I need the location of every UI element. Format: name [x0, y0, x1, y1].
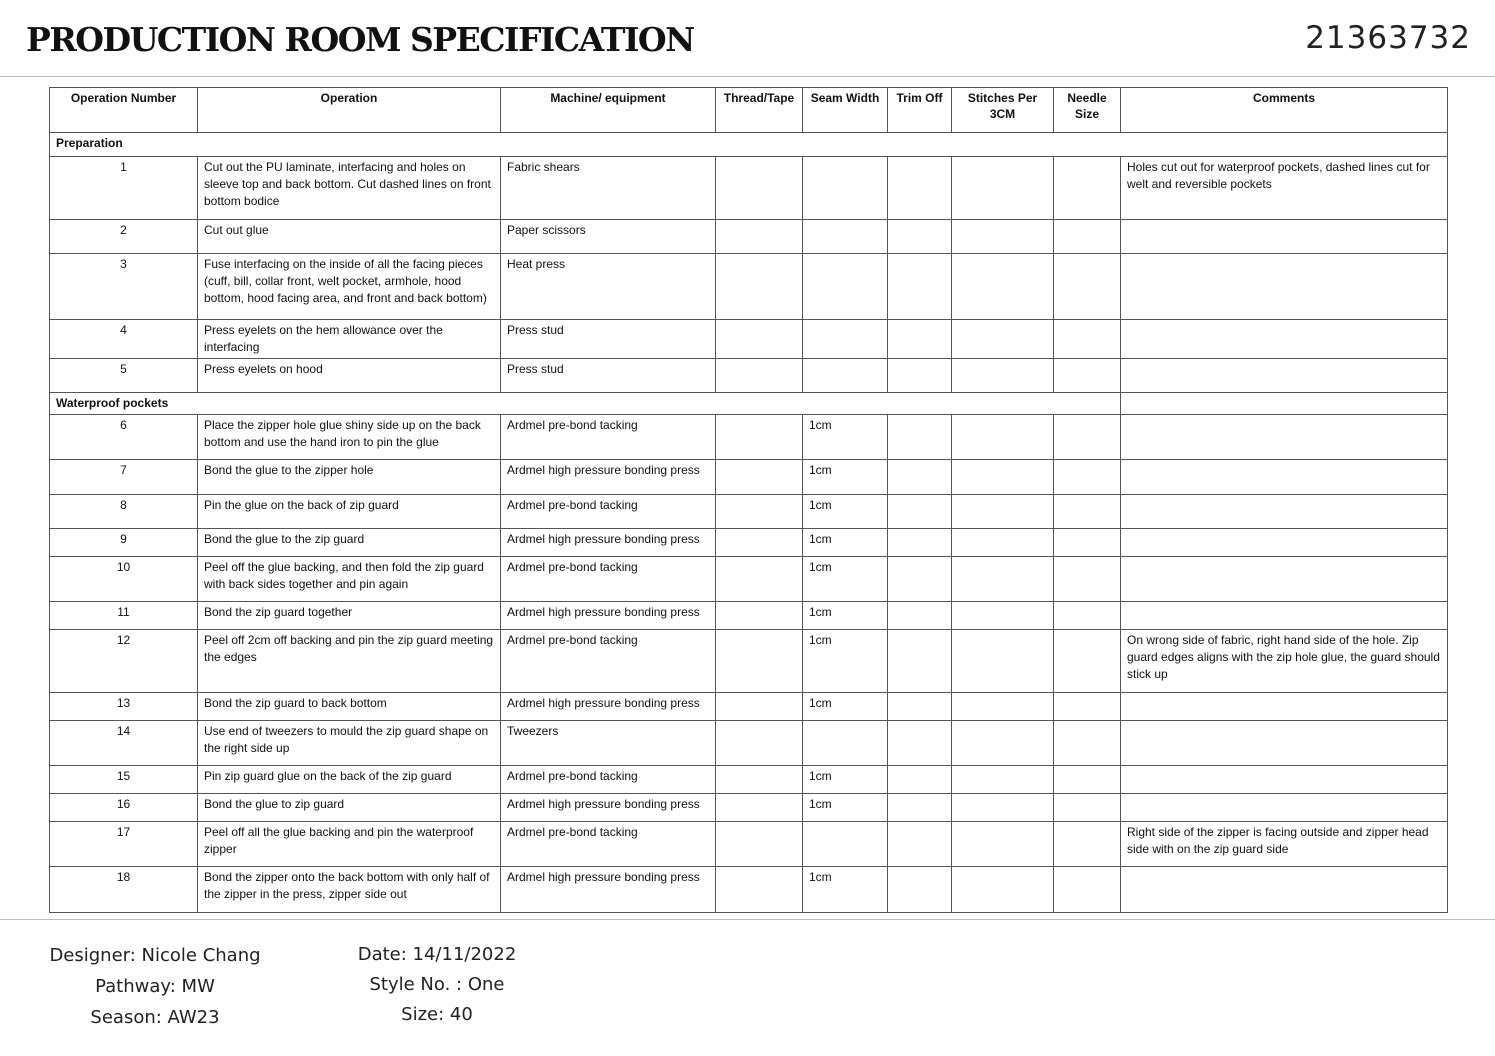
cell-needle-size — [1054, 495, 1121, 529]
cell-operation-number: 16 — [50, 794, 198, 822]
season: Season: AW23 — [90, 1007, 220, 1028]
cell-operation: Place the zipper hole glue shiny side up on the back bottom and use the hand iron to pin the glue — [198, 415, 501, 460]
cell-thread-tape — [716, 766, 803, 794]
cell-needle-size — [1054, 794, 1121, 822]
cell-seam-width: 1cm — [803, 693, 888, 721]
cell-operation: Bond the zip guard to back bottom — [198, 693, 501, 721]
cell-thread-tape — [716, 359, 803, 393]
cell-seam-width: 1cm — [803, 529, 888, 557]
table-row — [50, 495, 1448, 529]
cell-comments — [1121, 415, 1448, 460]
table-row — [50, 320, 1448, 359]
cell-comments — [1121, 557, 1448, 602]
cell-trim-off — [888, 557, 952, 602]
column-header-operation: Operation — [198, 88, 501, 133]
cell-comments — [1121, 766, 1448, 794]
table-row — [50, 766, 1448, 794]
cell-machine: Ardmel pre-bond tacking — [501, 495, 716, 529]
section-title: Waterproof pockets — [50, 393, 1121, 415]
cell-operation-number: 8 — [50, 495, 198, 529]
cell-comments — [1121, 867, 1448, 913]
cell-seam-width: 1cm — [803, 602, 888, 630]
table-row — [50, 867, 1448, 913]
section-title: Preparation — [50, 133, 1448, 157]
column-header-thread-tape: Thread/Tape — [716, 88, 803, 133]
cell-trim-off — [888, 529, 952, 557]
cell-seam-width: 1cm — [803, 460, 888, 495]
cell-stitches — [952, 721, 1054, 766]
cell-needle-size — [1054, 320, 1121, 359]
cell-operation-number: 13 — [50, 693, 198, 721]
cell-operation-number: 7 — [50, 460, 198, 495]
cell-comments: On wrong side of fabric, right hand side of the hole. Zip guard edges aligns with the zip hole glue, the guard should stick up — [1121, 630, 1448, 693]
cell-operation-number: 15 — [50, 766, 198, 794]
cell-trim-off — [888, 721, 952, 766]
cell-comments: Holes cut out for waterproof pockets, dashed lines cut for welt and reversible pockets — [1121, 157, 1448, 220]
cell-seam-width — [803, 822, 888, 867]
cell-machine: Ardmel high pressure bonding press — [501, 602, 716, 630]
cell-machine: Ardmel high pressure bonding press — [501, 867, 716, 913]
cell-needle-size — [1054, 766, 1121, 794]
cell-needle-size — [1054, 867, 1121, 913]
cell-seam-width — [803, 220, 888, 254]
cell-operation: Peel off the glue backing, and then fold the zip guard with back sides together and pin again — [198, 557, 501, 602]
cell-operation: Bond the zipper onto the back bottom with only half of the zipper in the press, zipper side out — [198, 867, 501, 913]
cell-seam-width: 1cm — [803, 766, 888, 794]
cell-needle-size — [1054, 415, 1121, 460]
document-title: PRODUCTION ROOM SPECIFICATION — [26, 20, 694, 59]
table-row — [50, 529, 1448, 557]
column-header-needle-size: Needle Size — [1054, 88, 1121, 133]
cell-stitches — [952, 415, 1054, 460]
cell-seam-width — [803, 721, 888, 766]
cell-stitches — [952, 766, 1054, 794]
cell-needle-size — [1054, 557, 1121, 602]
cell-operation: Cut out the PU laminate, interfacing and holes on sleeve top and back bottom. Cut dashed lines on front bottom bodice — [198, 157, 501, 220]
cell-trim-off — [888, 220, 952, 254]
section-comments-cell — [1121, 393, 1448, 415]
style-info — [337, 940, 537, 1030]
cell-operation-number: 12 — [50, 630, 198, 693]
cell-thread-tape — [716, 693, 803, 721]
cell-operation: Bond the zip guard together — [198, 602, 501, 630]
table-row — [50, 822, 1448, 867]
cell-machine: Fabric shears — [501, 157, 716, 220]
cell-thread-tape — [716, 220, 803, 254]
cell-machine: Press stud — [501, 359, 716, 393]
cell-trim-off — [888, 630, 952, 693]
cell-trim-off — [888, 460, 952, 495]
cell-needle-size — [1054, 254, 1121, 320]
footer-divider — [0, 919, 1495, 920]
cell-comments — [1121, 693, 1448, 721]
cell-thread-tape — [716, 602, 803, 630]
column-header-machine: Machine/ equipment — [501, 88, 716, 133]
cell-trim-off — [888, 794, 952, 822]
cell-seam-width — [803, 359, 888, 393]
operations-table — [49, 87, 1448, 913]
cell-trim-off — [888, 602, 952, 630]
table-body — [50, 133, 1448, 913]
cell-comments — [1121, 495, 1448, 529]
cell-needle-size — [1054, 602, 1121, 630]
cell-thread-tape — [716, 495, 803, 529]
cell-seam-width: 1cm — [803, 415, 888, 460]
cell-stitches — [952, 157, 1054, 220]
cell-stitches — [952, 867, 1054, 913]
cell-needle-size — [1054, 359, 1121, 393]
designer-info — [40, 940, 270, 1033]
cell-needle-size — [1054, 822, 1121, 867]
cell-stitches — [952, 693, 1054, 721]
cell-thread-tape — [716, 157, 803, 220]
cell-comments — [1121, 602, 1448, 630]
cell-operation: Press eyelets on the hem allowance over the interfacing — [198, 320, 501, 359]
table-row — [50, 602, 1448, 630]
cell-operation: Bond the glue to zip guard — [198, 794, 501, 822]
cell-thread-tape — [716, 557, 803, 602]
cell-trim-off — [888, 415, 952, 460]
cell-machine: Heat press — [501, 254, 716, 320]
section-header-row — [50, 133, 1448, 157]
cell-thread-tape — [716, 415, 803, 460]
style-number: Style No. : One — [369, 974, 505, 995]
cell-needle-size — [1054, 460, 1121, 495]
cell-machine: Ardmel pre-bond tacking — [501, 822, 716, 867]
cell-thread-tape — [716, 794, 803, 822]
table-row — [50, 415, 1448, 460]
cell-trim-off — [888, 822, 952, 867]
cell-thread-tape — [716, 822, 803, 867]
cell-stitches — [952, 320, 1054, 359]
pathway: Pathway: MW — [95, 976, 215, 997]
column-header-stitches-per-3cm: Stitches Per 3CM — [952, 88, 1054, 133]
cell-machine: Ardmel pre-bond tacking — [501, 630, 716, 693]
cell-operation: Bond the glue to the zip guard — [198, 529, 501, 557]
cell-operation: Cut out glue — [198, 220, 501, 254]
cell-comments — [1121, 359, 1448, 393]
cell-operation-number: 17 — [50, 822, 198, 867]
cell-seam-width: 1cm — [803, 867, 888, 913]
cell-machine: Ardmel high pressure bonding press — [501, 460, 716, 495]
cell-operation: Use end of tweezers to mould the zip guard shape on the right side up — [198, 721, 501, 766]
cell-stitches — [952, 602, 1054, 630]
cell-comments — [1121, 529, 1448, 557]
cell-operation-number: 9 — [50, 529, 198, 557]
cell-operation-number: 18 — [50, 867, 198, 913]
cell-stitches — [952, 529, 1054, 557]
cell-thread-tape — [716, 721, 803, 766]
cell-machine: Ardmel pre-bond tacking — [501, 766, 716, 794]
cell-operation-number: 6 — [50, 415, 198, 460]
cell-stitches — [952, 557, 1054, 602]
cell-seam-width — [803, 157, 888, 220]
date: Date: 14/11/2022 — [357, 944, 517, 965]
cell-operation-number: 11 — [50, 602, 198, 630]
cell-needle-size — [1054, 157, 1121, 220]
column-header-seam-width: Seam Width — [803, 88, 888, 133]
cell-comments — [1121, 320, 1448, 359]
cell-needle-size — [1054, 721, 1121, 766]
cell-trim-off — [888, 867, 952, 913]
cell-machine: Ardmel high pressure bonding press — [501, 794, 716, 822]
cell-operation: Pin zip guard glue on the back of the zip guard — [198, 766, 501, 794]
cell-stitches — [952, 220, 1054, 254]
cell-comments — [1121, 794, 1448, 822]
cell-needle-size — [1054, 630, 1121, 693]
designer-name: Designer: Nicole Chang — [49, 945, 261, 966]
cell-thread-tape — [716, 254, 803, 320]
table-row — [50, 220, 1448, 254]
cell-seam-width: 1cm — [803, 630, 888, 693]
table-row — [50, 794, 1448, 822]
cell-thread-tape — [716, 460, 803, 495]
cell-operation: Bond the glue to the zipper hole — [198, 460, 501, 495]
cell-operation: Peel off all the glue backing and pin the waterproof zipper — [198, 822, 501, 867]
cell-trim-off — [888, 157, 952, 220]
section-header-row — [50, 393, 1448, 415]
cell-machine: Ardmel pre-bond tacking — [501, 415, 716, 460]
table-row — [50, 721, 1448, 766]
cell-stitches — [952, 460, 1054, 495]
cell-stitches — [952, 794, 1054, 822]
cell-comments — [1121, 254, 1448, 320]
cell-operation: Peel off 2cm off backing and pin the zip guard meeting the edges — [198, 630, 501, 693]
cell-machine: Paper scissors — [501, 220, 716, 254]
table-row — [50, 359, 1448, 393]
table-header-row — [50, 88, 1448, 133]
document-number: 21363732 — [1305, 20, 1471, 56]
cell-machine: Press stud — [501, 320, 716, 359]
cell-thread-tape — [716, 529, 803, 557]
cell-operation-number: 2 — [50, 220, 198, 254]
cell-trim-off — [888, 495, 952, 529]
header-divider — [0, 76, 1495, 77]
column-header-comments: Comments — [1121, 88, 1448, 133]
cell-machine: Tweezers — [501, 721, 716, 766]
cell-operation-number: 3 — [50, 254, 198, 320]
table-row — [50, 693, 1448, 721]
cell-needle-size — [1054, 529, 1121, 557]
cell-thread-tape — [716, 320, 803, 359]
column-header-operation-number: Operation Number — [50, 88, 198, 133]
cell-seam-width: 1cm — [803, 794, 888, 822]
cell-stitches — [952, 495, 1054, 529]
cell-comments: Right side of the zipper is facing outside and zipper head side with on the zip guard side — [1121, 822, 1448, 867]
table-row — [50, 630, 1448, 693]
table-row — [50, 460, 1448, 495]
cell-seam-width: 1cm — [803, 557, 888, 602]
size: Size: 40 — [401, 1004, 473, 1025]
cell-operation-number: 1 — [50, 157, 198, 220]
table-row — [50, 157, 1448, 220]
cell-operation-number: 10 — [50, 557, 198, 602]
cell-trim-off — [888, 693, 952, 721]
cell-seam-width: 1cm — [803, 495, 888, 529]
cell-operation: Press eyelets on hood — [198, 359, 501, 393]
cell-trim-off — [888, 359, 952, 393]
cell-thread-tape — [716, 630, 803, 693]
cell-operation: Pin the glue on the back of zip guard — [198, 495, 501, 529]
cell-trim-off — [888, 320, 952, 359]
cell-comments — [1121, 220, 1448, 254]
column-header-trim-off: Trim Off — [888, 88, 952, 133]
cell-operation-number: 4 — [50, 320, 198, 359]
cell-needle-size — [1054, 220, 1121, 254]
cell-stitches — [952, 630, 1054, 693]
cell-trim-off — [888, 766, 952, 794]
cell-thread-tape — [716, 867, 803, 913]
cell-operation-number: 14 — [50, 721, 198, 766]
cell-machine: Ardmel high pressure bonding press — [501, 693, 716, 721]
cell-stitches — [952, 254, 1054, 320]
cell-machine: Ardmel pre-bond tacking — [501, 557, 716, 602]
cell-comments — [1121, 721, 1448, 766]
cell-trim-off — [888, 254, 952, 320]
cell-operation: Fuse interfacing on the inside of all the facing pieces (cuff, bill, collar front, welt pocket, armhole, hood bottom, hood facing area, and front and back bottom) — [198, 254, 501, 320]
table-row — [50, 557, 1448, 602]
cell-comments — [1121, 460, 1448, 495]
cell-stitches — [952, 359, 1054, 393]
cell-seam-width — [803, 320, 888, 359]
cell-seam-width — [803, 254, 888, 320]
cell-operation-number: 5 — [50, 359, 198, 393]
table-row — [50, 254, 1448, 320]
cell-stitches — [952, 822, 1054, 867]
cell-needle-size — [1054, 693, 1121, 721]
cell-machine: Ardmel high pressure bonding press — [501, 529, 716, 557]
